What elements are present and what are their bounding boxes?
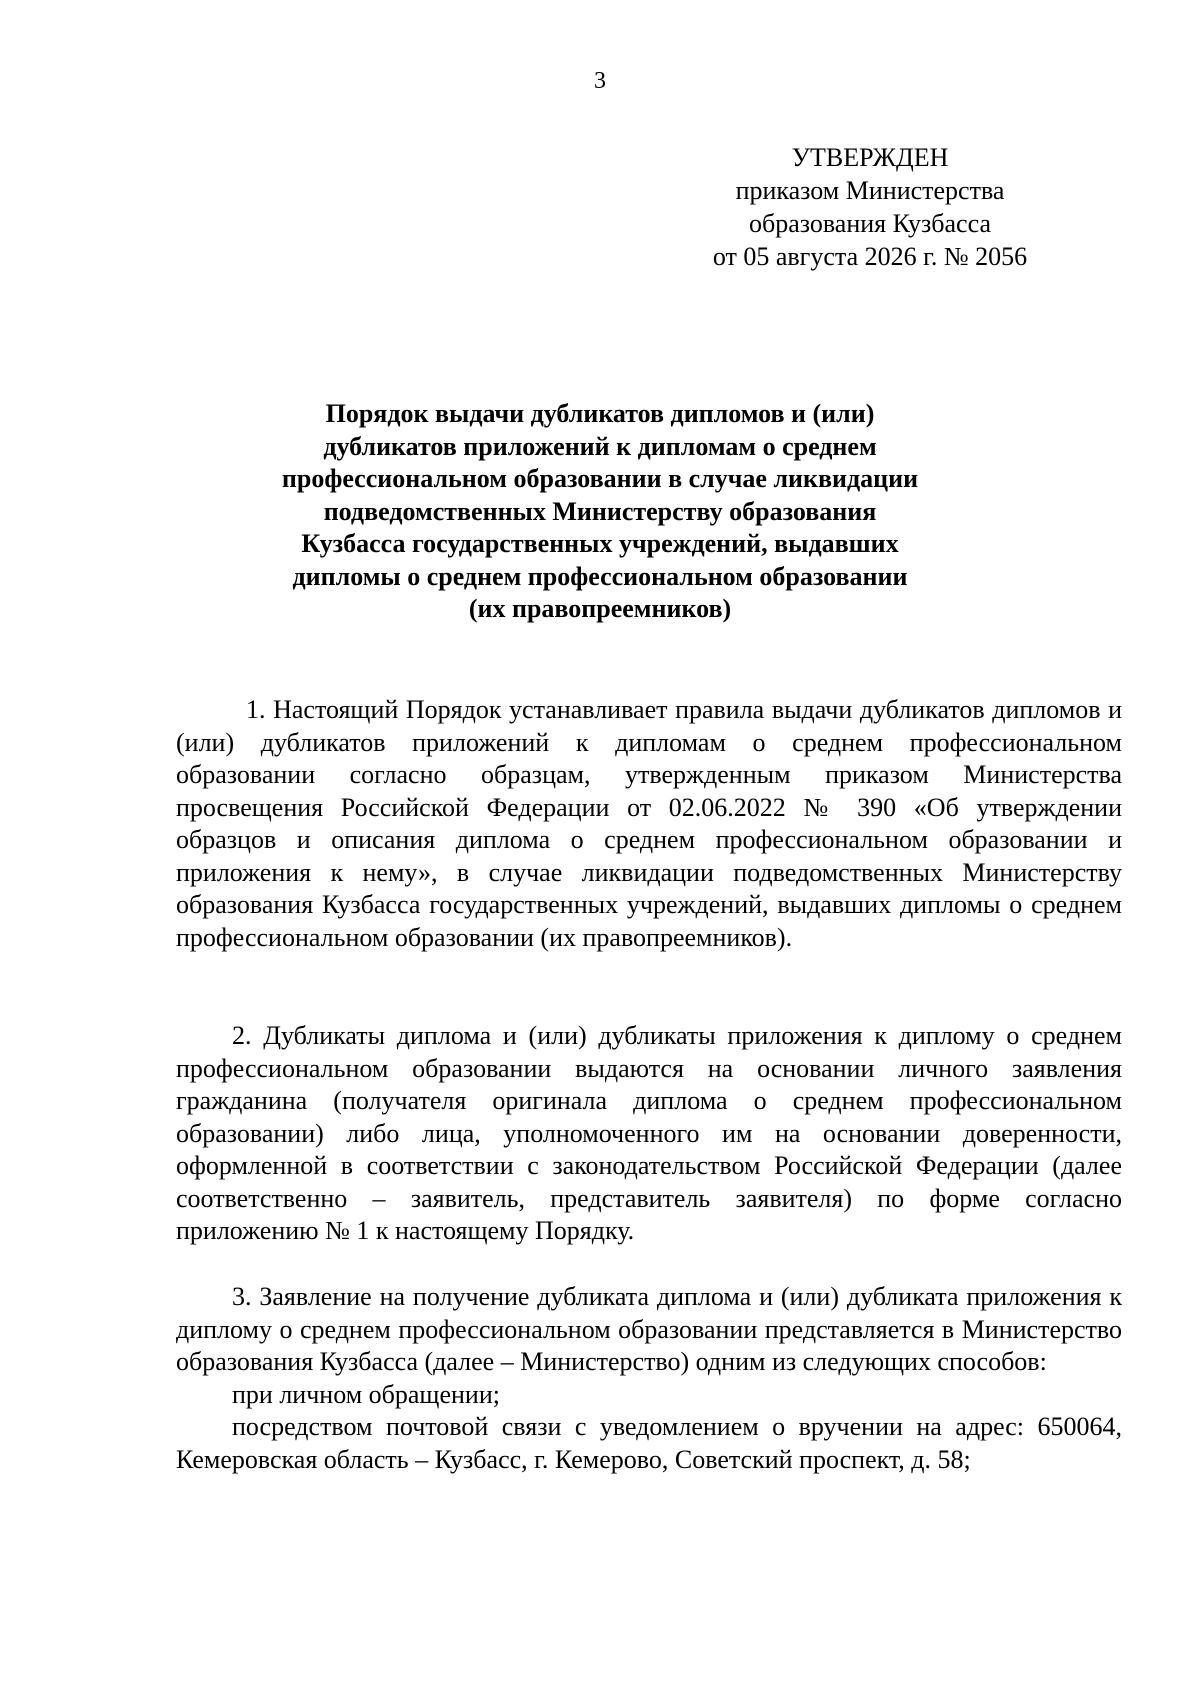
title-line-6: дипломы о среднем профессиональном образовании — [292, 561, 908, 591]
page-number: 3 — [594, 68, 606, 94]
approval-line-3: образования Кузбасса — [748, 209, 991, 238]
paragraph-1: 1. Настоящий Порядок устанавливает правила выдачи дубликатов дипломов и (или) дубликатов приложений к дипломам о среднем профессиональном образовании согласно образцам, утвержденным приказом Министерства просвещения Российской Федерации от 02.06.2022 № 390 «Об утверждении образцов и описания диплома о среднем профессиональном образовании и приложения к нему», в случае ликвидации подведомственных Министерству образования Кузбасса государственных учреждений, выдавших дипломы о среднем профессиональном образовании (их правопреемников). — [176, 695, 1122, 952]
section-3 — [176, 1281, 1122, 1476]
paragraph-3-item-1: при личном обращении; — [232, 1379, 500, 1409]
title-line-1: Порядок выдачи дубликатов дипломов и (или) — [325, 399, 875, 428]
approval-line-4: от 05 августа 2026 г. № 2056 — [712, 242, 1028, 271]
approval-line-1: УТВЕРЖДЕН — [791, 143, 949, 172]
document-title — [250, 398, 950, 626]
paragraph-3: 3. Заявление на получение дубликата диплома и (или) дубликата приложения к диплому о среднем профессиональном образовании представляется в Министерство образования Кузбасса (далее – Министерство) одним из следующих способов: — [176, 1282, 1122, 1376]
paragraph-2: 2. Дубликаты диплома и (или) дубликаты приложения к диплому о среднем профессиональном образовании выдаются на основании личного заявления гражданина (получателя оригинала диплома о среднем профессиональном образовании) либо лица, уполномоченного им на основании доверенности, оформленной в соответствии с законодательством Российской Федерации (далее соответственно – заявитель, представитель заявителя) по форме согласно приложению № 1 к настоящему Порядку. — [176, 1021, 1122, 1245]
title-line-2: дубликатов приложений к дипломам о среднем — [323, 431, 877, 461]
paragraph-3-item-2: посредством почтовой связи с уведомлением о вручении на адрес: 650064, Кемеровская область – Кузбасс, г. Кемерово, Советский проспект, д. 58; — [176, 1412, 1122, 1474]
section-2 — [176, 1020, 1122, 1248]
section-1 — [176, 694, 1122, 954]
approval-stamp — [690, 141, 1050, 273]
approval-line-2: приказом Министерства — [735, 176, 1005, 205]
title-line-4: подведомственных Министерству образования — [323, 496, 877, 526]
title-line-3: профессиональном образовании в случае ликвидации — [281, 464, 919, 493]
title-line-7: (их правопреемников) — [468, 594, 732, 623]
title-line-5: Кузбасса государственных учреждений, выдавших — [301, 529, 899, 558]
